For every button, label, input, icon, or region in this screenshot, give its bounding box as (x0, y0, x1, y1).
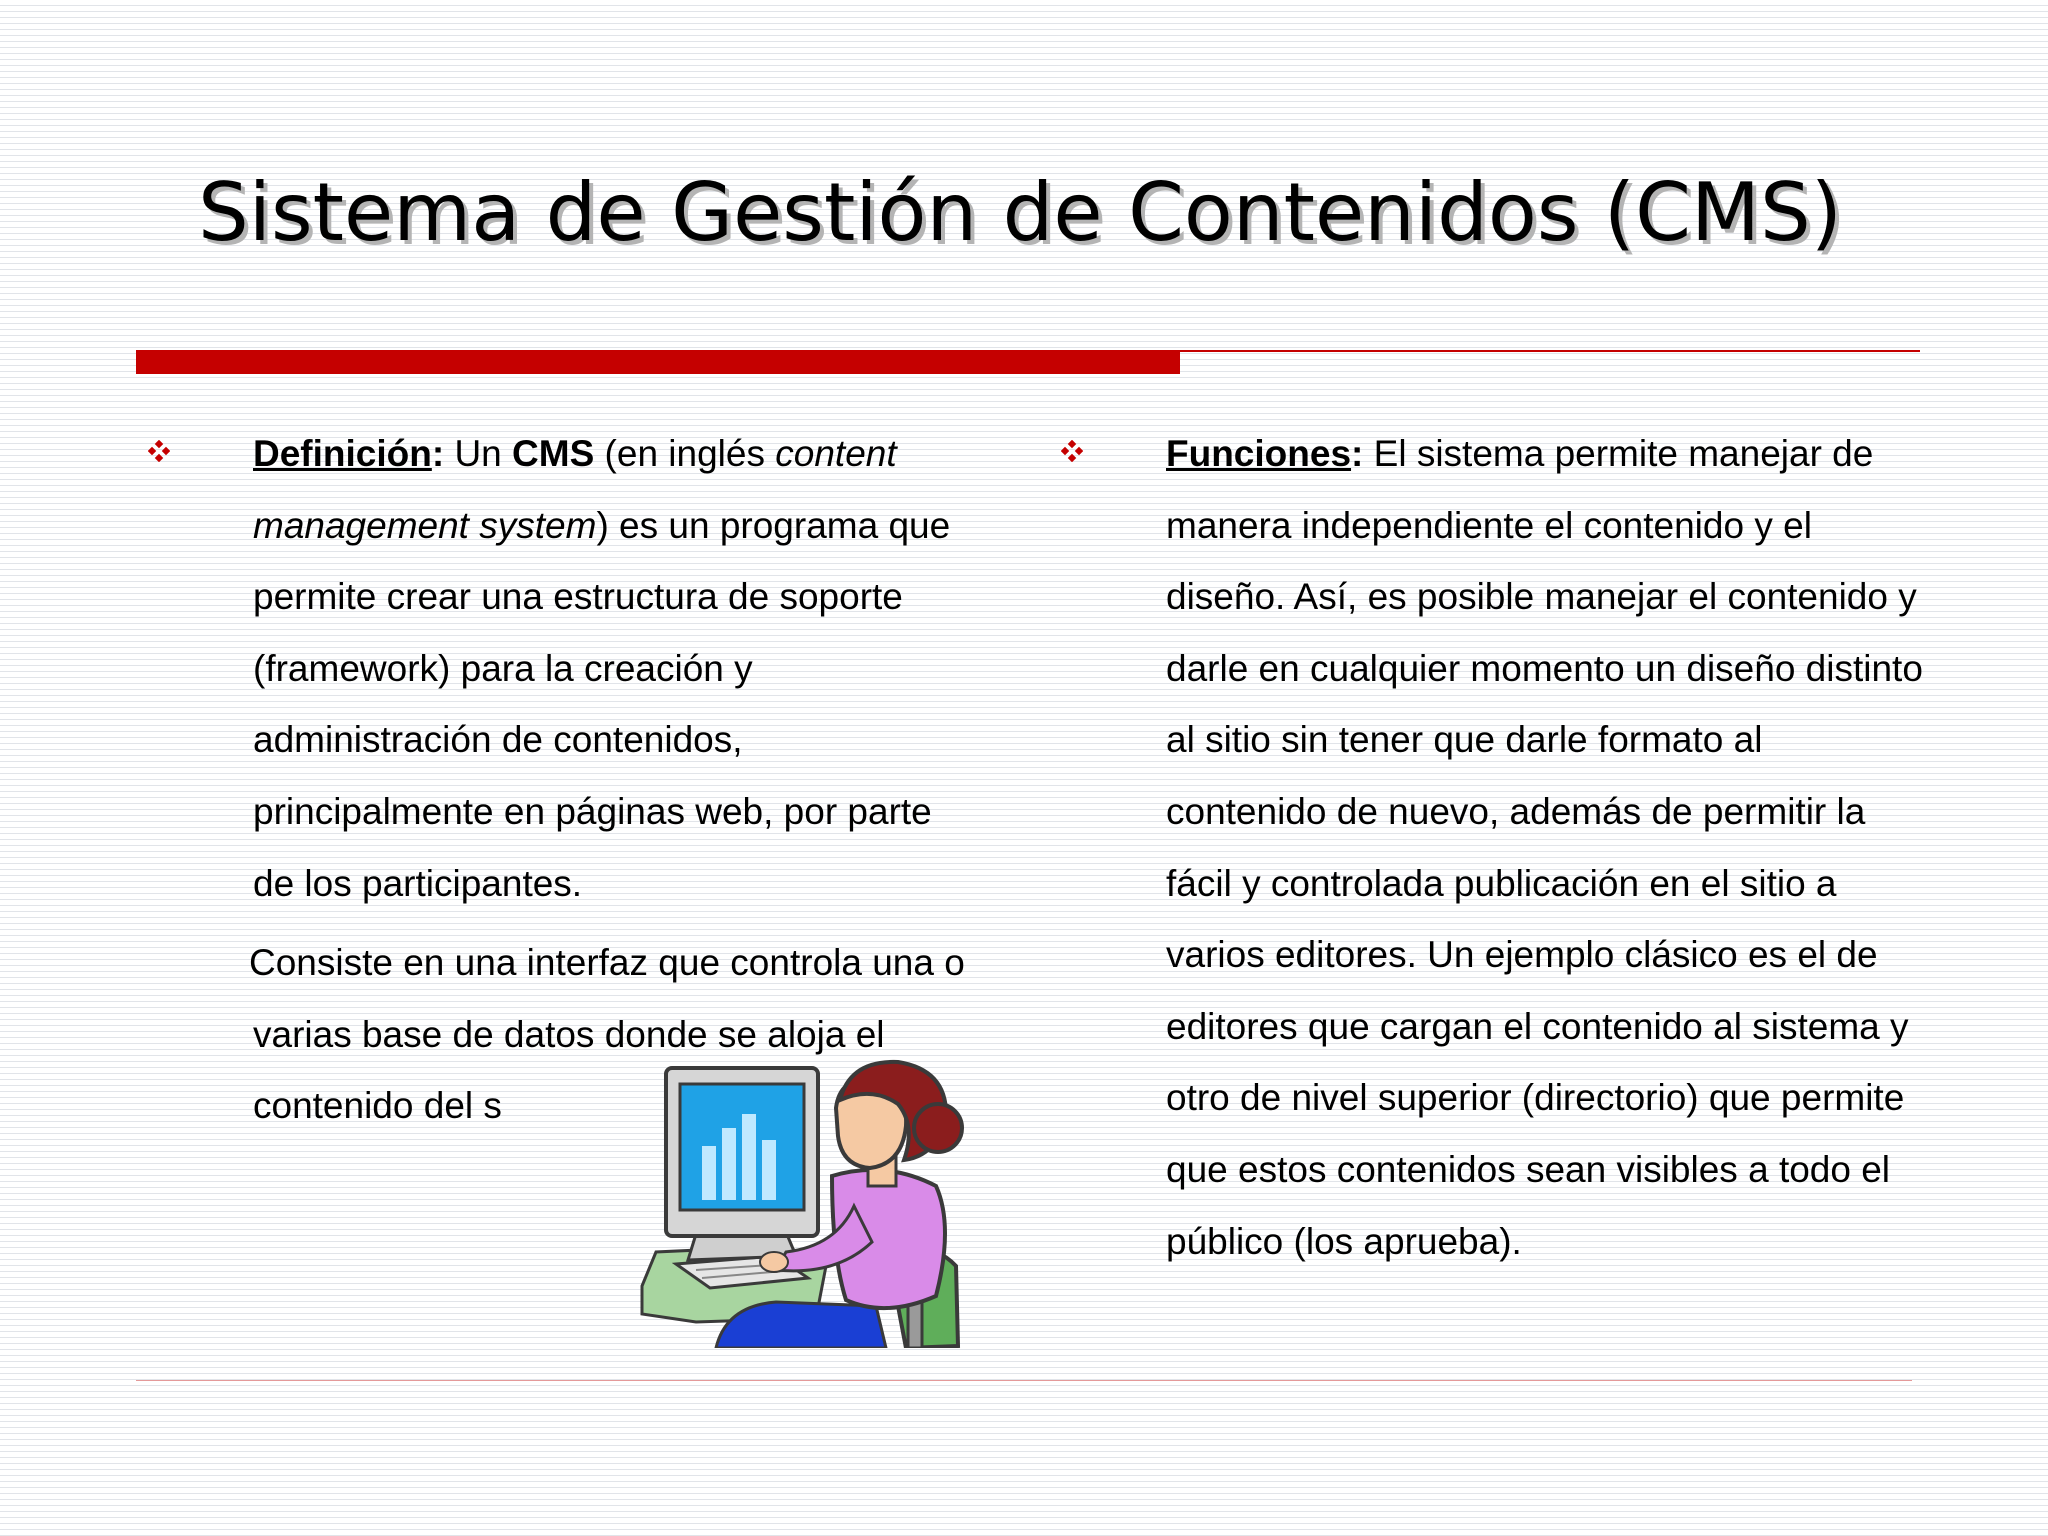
diamond-bullet-icon (1061, 440, 1083, 462)
functions-paragraph: Funciones: El sistema permite manejar de manera independiente el contenido y el diseño. Así, es posible manejar el contenido y darle en cualquier momento un diseño distinto al sitio sin tener que darle formato al contenido de nuevo, además de permitir la fácil y controlada publicación en el sitio a varios editores. Un ejemplo clásico es el de editores que cargan el contenido al sistema y otro de nivel superior (directorio) que permite que estos contenidos sean visibles a todo el público (los aprueba). (1166, 433, 1923, 1262)
interface-paragraph: Consiste en una interfaz que controla una o varias base de datos donde se aloja el contenido del s (249, 942, 965, 1127)
functions-label: Funciones (1166, 433, 1352, 474)
english-term: content management system (253, 433, 897, 546)
title-underline-thick (136, 350, 1180, 374)
woman-at-computer-clipart (636, 1056, 976, 1348)
footer-divider (136, 1380, 1912, 1381)
definition-label: Definición (253, 433, 432, 474)
slide-title: Sistema de Gestión de Contenidos (CMS) (197, 166, 1843, 259)
title-underline-thin (1180, 350, 1920, 352)
cms-term: CMS (512, 433, 595, 474)
diamond-bullet-icon (148, 440, 170, 462)
definition-paragraph: Definición: Un CMS (en inglés content management system) es un programa que permite crear una estructura de soporte (framework) para la creación y administración de contenidos, principalmente en páginas web, por parte de los participantes. (253, 433, 951, 904)
definition-column (249, 418, 973, 1142)
functions-column (1166, 418, 1926, 1277)
